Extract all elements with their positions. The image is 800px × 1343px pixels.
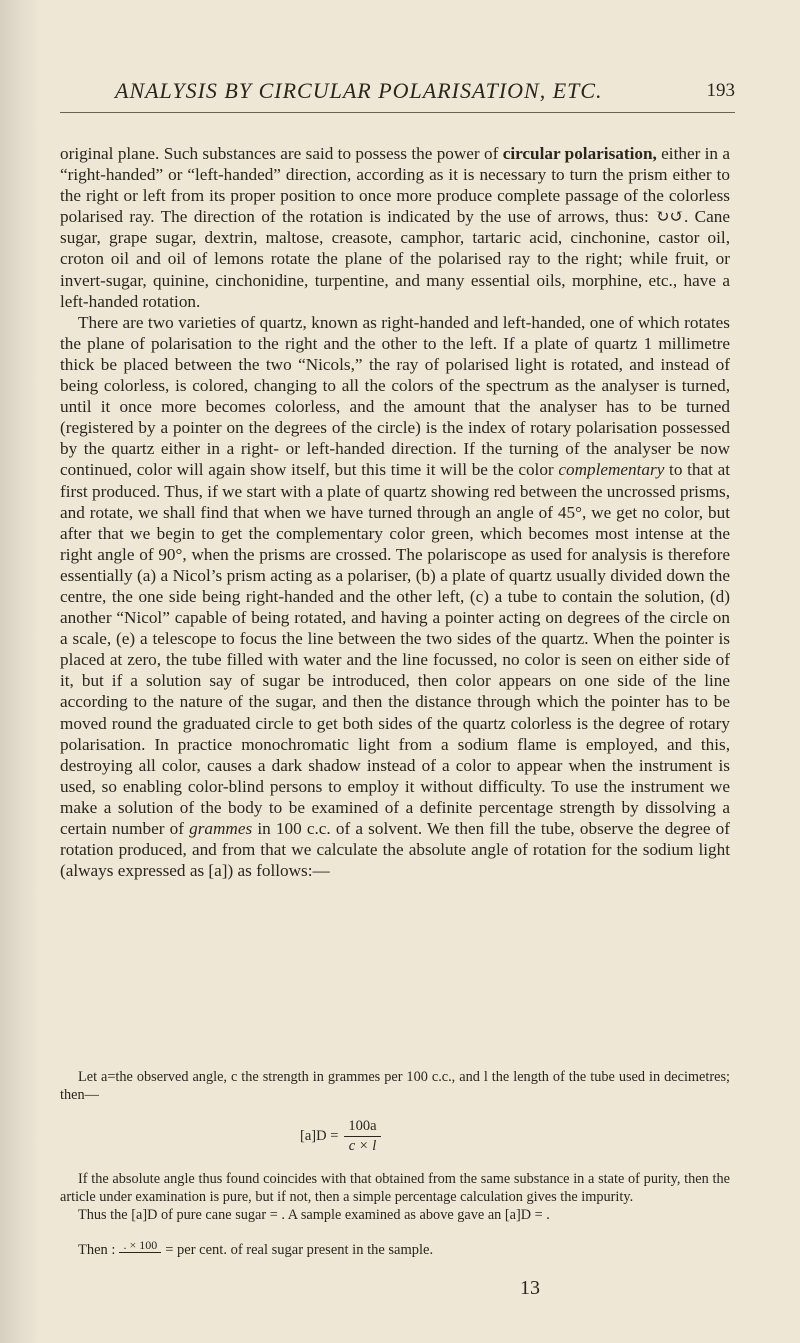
bold-term: circular polarisation, <box>502 144 657 163</box>
body-text <box>60 143 730 881</box>
rotation-formula <box>300 1118 381 1155</box>
paragraph-1: original plane. Such substances are said to possess the power of circular polarisation, either in a “right-handed” or “left-handed” direction, according as it is necessary to turn the prism either to the right or left from its proper position to once more produce complete passage of the colorless polarised ray. The direction of the rotation is indicated by the use of arrows, thus: ↻↺. Cane sugar, grape sugar, dextrin, maltose, creasote, camphor, tartaric acid, cinchonine, castor oil, croton oil and oil of lemons rotate the plane of the polarised ray to the right; while fruit, or invert-sugar, quinine, cinchonidine, turpentine, and many essential oils, morphine, etc., have a left-handed rotation. <box>60 144 731 311</box>
formula-denominator: c × l <box>348 1138 377 1154</box>
then-fraction: . × 100 <box>119 1239 161 1261</box>
page-number: 193 <box>706 80 735 101</box>
purity-note: If the absolute angle thus found coincides with that obtained from the same substance in a state of purity, then the article under examination is pure, but if not, then a simple percentage calculation gives the impurity. Thus the [a]D of pure cane sugar = . A sample examined as above gave an [a]D = . <box>60 1171 730 1223</box>
then-calculation: Then : . × 100 = per cent. of real sugar present in the sample. <box>78 1239 433 1261</box>
page-header <box>60 78 735 113</box>
signature-mark: 13 <box>520 1277 540 1299</box>
formula-lhs: [a]D = <box>300 1128 339 1144</box>
italic-grammes: grammes <box>189 819 253 838</box>
italic-term: complementary <box>558 460 665 480</box>
gutter-shadow <box>0 0 40 1343</box>
let-note: Let a=the observed angle, c the strength in grammes per 100 c.c., and l the length of the tube used in decimetres; then— <box>60 1069 730 1103</box>
formula-fraction <box>344 1118 380 1155</box>
running-title: ANALYSIS BY CIRCULAR POLARISATION, ETC. <box>115 78 603 103</box>
paragraph-2: There are two varieties of quartz, known as right-handed and left-handed, one of which rotates the plane of polarisation to the right and the other to the left. If a plate of quartz 1 millimetre thick be placed between the two “Nicols,” the ray of polarised light is rotated, and instead of being colorless, is colored, changing to all the colors of the spectrum as the analyser is turned, until it once more becomes colorless, and the amount that the analyser has to be turned (registered by a pointer on the degrees of the circle) is the index of rotary polarisation possessed by the quartz either in a right- or left-handed direction. If the turning of the analyser be now continued, color will again show itself, but this time it will be the color complementary to that at first produced. Thus, if we start with a plate of quartz showing red between the uncrossed prisms, and rotate, we shall find that when we have turned through an angle of 45°, we get no color, but after that we begin to get the complementary color green, which becomes most intense at the right angle of 90°, when the prisms are crossed. The polariscope as used for analysis is therefore essentially (a) a Nicol’s prism acting as a polariser, (b) a plate of quartz usually divided down the centre, the one side being right-handed and the other left, (c) a tube to contain the solution, (d) another “Nicol” capable of being rotated, and having a pointer acting on degrees of the circle on a scale, (e) a telescope to focus the line between the two sides of the quartz. When the pointer is placed at zero, the tube filled with water and the line focussed, no color is seen on either side of it, but if a solution say of sugar be introduced, then color appears on one side of the line according to the nature of the sugar, and then the distance through which the pointer has to be moved round the graduated circle to get both sides of the quartz colorless is the degree of rotary polarisation. In practice monochromatic light from a sodium flame is employed, and this, destroying all color, causes a dark shadow instead of a color to appear when the instrument is used, so enabling color-blind persons to employ it without difficulty. To use the instrument we make a solution of the body to be examined of a definite percentage strength by dissolving a certain number of grammes in 100 c.c. of a solvent. We then fill the tube, observe the degree of rotation produced, and from that we calculate the absolute angle of rotation for the sodium light (always expressed as [a]) as follows:— <box>60 312 731 881</box>
formula-numerator: 100a <box>344 1118 380 1137</box>
